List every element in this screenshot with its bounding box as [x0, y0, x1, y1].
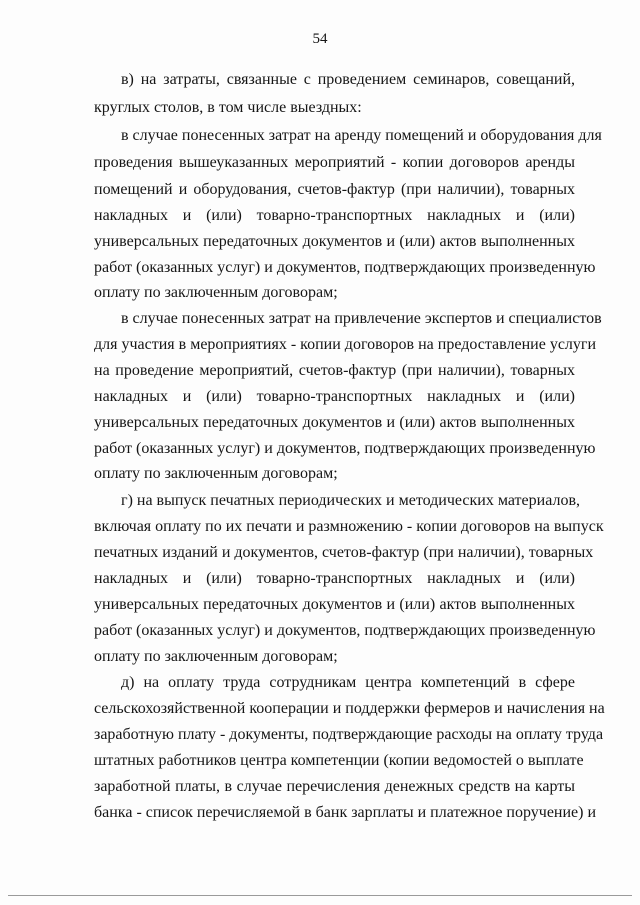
text-line: заработной платы, в случае перечисления денежных средств на карты: [94, 778, 575, 795]
text-line: работ (оказанных услуг) и документов, подтверждающих произведенную: [94, 622, 596, 639]
text-line: в случае понесенных затрат на привлечение экспертов и специалистов: [121, 310, 602, 327]
text-line: для участия в мероприятиях - копии договоров на предоставление услуги: [94, 336, 597, 353]
text-line: в случае понесенных затрат на аренду помещений и оборудования для: [121, 127, 602, 144]
text-line: накладных и (или) товарно-транспортных накладных и (или): [94, 570, 575, 587]
text-line: штатных работников центра компетенции (копии ведомостей о выплате: [94, 752, 584, 769]
text-line: универсальных передаточных документов и (или) актов выполненных: [94, 596, 575, 613]
text-line: заработную плату - документы, подтверждающие расходы на оплату труда: [94, 726, 604, 743]
text-line: включая оплату по их печати и размножению - копии договоров на выпуск: [94, 518, 604, 535]
text-line: универсальных передаточных документов и (или) актов выполненных: [94, 233, 575, 250]
text-line: проведения вышеуказанных мероприятий - копии договоров аренды: [94, 154, 575, 171]
text-line: работ (оказанных услуг) и документов, подтверждающих произведенную: [94, 259, 596, 276]
text-line: д) на оплату труда сотрудникам центра компетенций в сфере: [121, 674, 575, 691]
text-line: оплату по заключенным договорам;: [94, 648, 338, 665]
text-line: сельскохозяйственной кооперации и поддержки фермеров и начисления на: [94, 700, 605, 717]
text-line: универсальных передаточных документов и (или) актов выполненных: [94, 414, 575, 431]
text-line: печатных изданий и документов, счетов-фактур (при наличии), товарных: [94, 544, 594, 561]
text-line: круглых столов, в том числе выездных:: [94, 99, 362, 116]
text-line: накладных и (или) товарно-транспортных накладных и (или): [94, 388, 575, 405]
text-line: банка - список перечисляемой в банк зарплаты и платежное поручение) и: [94, 804, 597, 821]
text-line: работ (оказанных услуг) и документов, подтверждающих произведенную: [94, 440, 596, 457]
page-number: 54: [312, 31, 328, 47]
text-line: г) на выпуск печатных периодических и методических материалов,: [121, 492, 580, 509]
text-line: оплату по заключенным договорам;: [94, 465, 338, 482]
text-line: в) на затраты, связанные с проведением семинаров, совещаний,: [121, 71, 575, 88]
text-line: на проведение мероприятий, счетов-фактур (при наличии), товарных: [94, 362, 575, 379]
text-line: помещений и оборудования, счетов-фактур (при наличии), товарных: [94, 181, 575, 198]
text-line: оплату по заключенным договорам;: [94, 284, 338, 301]
text-line: накладных и (или) товарно-транспортных накладных и (или): [94, 207, 575, 224]
page-bottom-edge: [8, 895, 632, 896]
